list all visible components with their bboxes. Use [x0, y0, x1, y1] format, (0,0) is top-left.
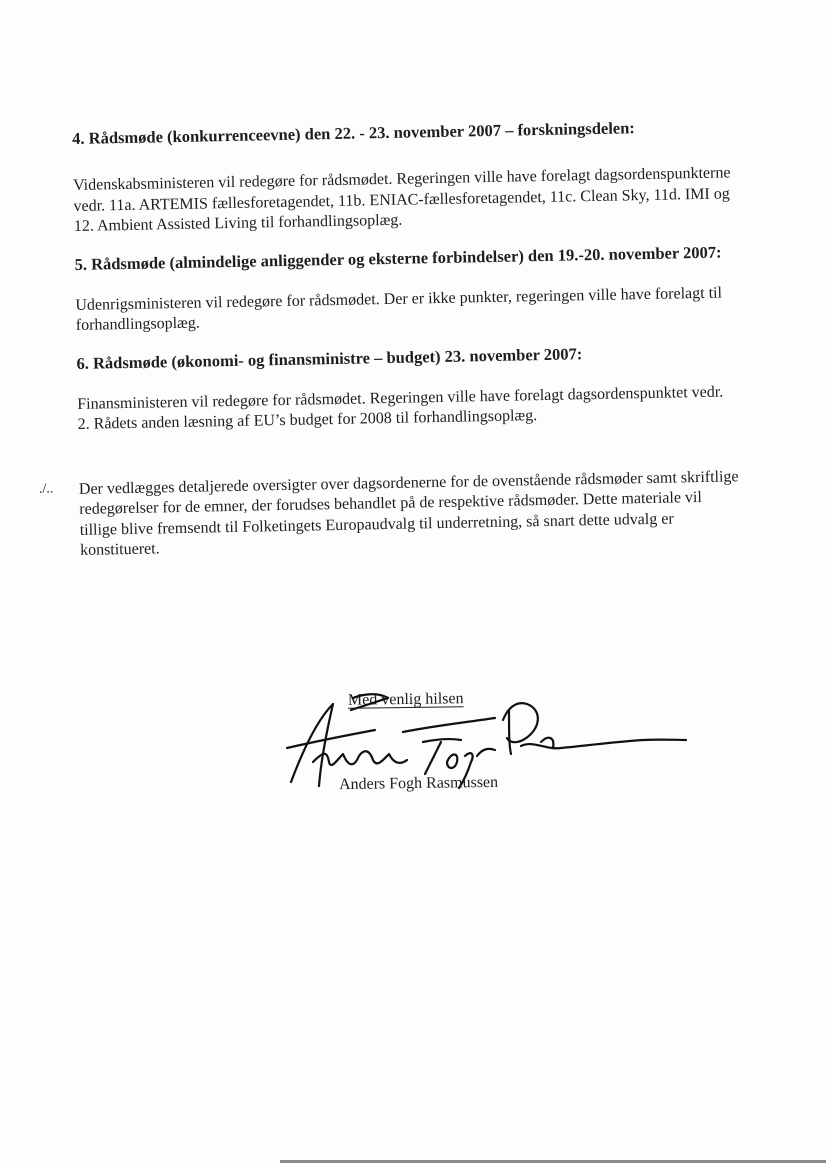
enclosure-paragraph — [38, 466, 760, 561]
bottom-edge-line — [280, 1160, 826, 1163]
section-4-body: Videnskabsministeren vil redegøre for rådsmødet. Regeringen ville have forelagt dagsordenspunkterne vedr. 11a. ARTEMIS fællesforetagendet, 11b. ENIAC-fællesforetagendet, 11c. Clean Sky, 11d. IMI og 12. Ambient Assisted Living til forhandlingsoplæg. — [72, 164, 731, 235]
section-6-body: Finansministeren vil redegøre for rådsmødet. Regeringen ville have forelagt dagsordenspunktet vedr. 2. Rådets anden læsning af EU’s budget for 2008 til forhandlingsoplæg. — [77, 383, 724, 433]
letter-body — [38, 115, 760, 561]
section-4-heading: 4. Rådsmøde (konkurrenceevne) den 22. - 23. november 2007 – forskningsdelen: — [72, 118, 635, 148]
section-5-body: Udenrigsministeren vil redegøre for rådsmødet. Der er ikke punkter, regeringen ville have forelagt til forhandlingsoplæg. — [75, 284, 723, 334]
enclosure-text: Der vedlægges detaljerede oversigter over dagsordenerne for de ovenstående rådsmøder samt skriftlige redegørelser for de emner, der forudses behandlet på de respektive rådsmøder. Dette materiale vil tilligе blive fremsendt til Folketingets Europaudvalg til underretning, så snart dette udvalg er konstitueret. — [78, 467, 739, 559]
closing-salutation: Med venlig hilsen — [347, 690, 464, 709]
signer-name: Anders Fogh Rasmussen — [338, 773, 499, 794]
enclosure-mark: ./.. — [38, 480, 54, 497]
section-6-heading: 6. Rådsmøde (økonomi- og finansministre – budget) 23. november 2007: — [76, 343, 583, 373]
section-5-heading: 5. Rådsmøde (almindelige anliggender og eksterne forbindelser) den 19.-20. november 2007: — [74, 242, 722, 274]
